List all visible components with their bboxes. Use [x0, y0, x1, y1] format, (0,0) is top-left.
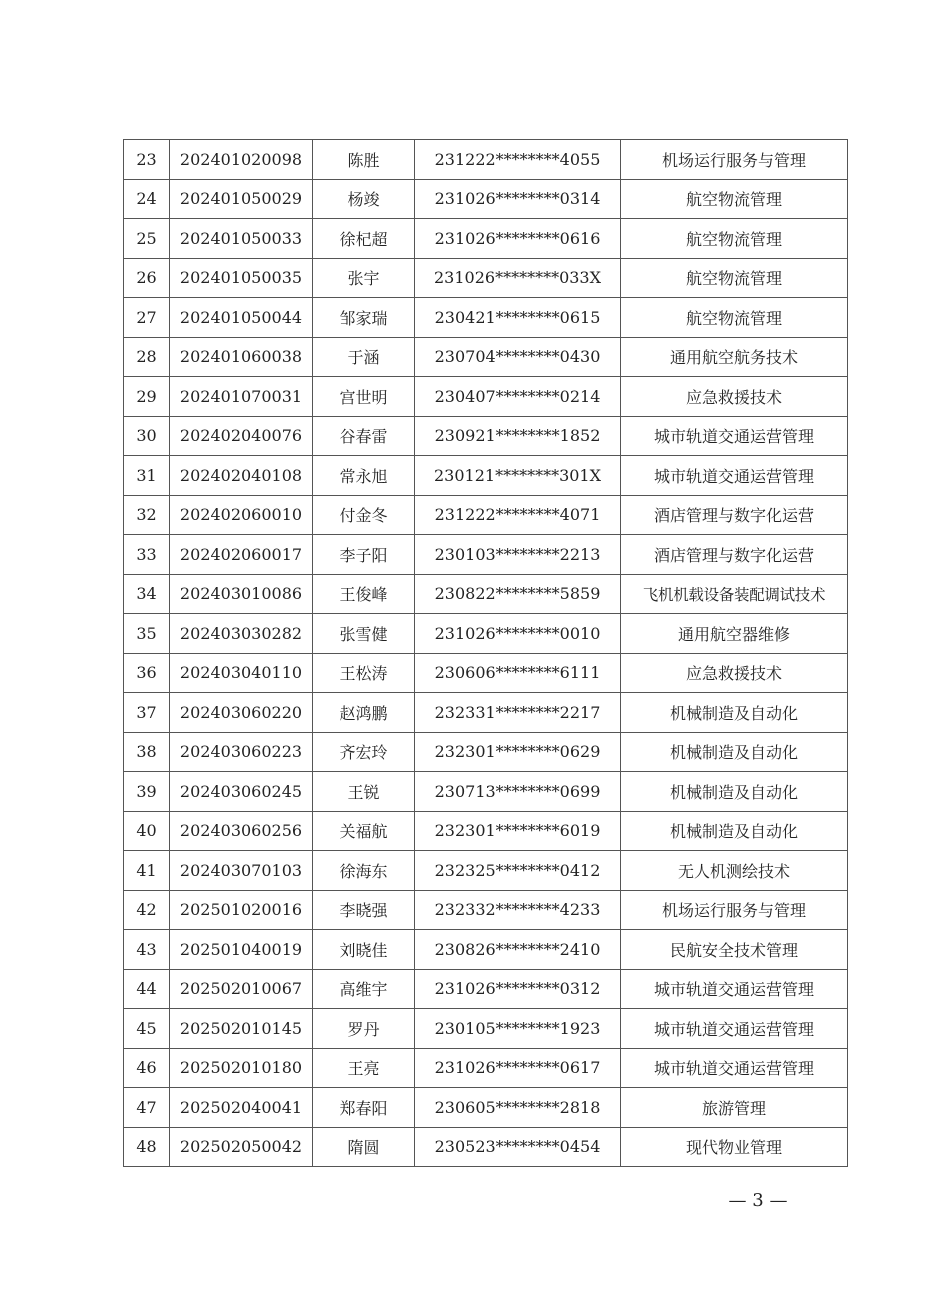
table-row — [124, 930, 848, 970]
id-number-cell: 230121********301X — [415, 456, 621, 496]
major-cell: 城市轨道交通运营管理 — [621, 1048, 848, 1088]
major-cell: 机场运行服务与管理 — [621, 890, 848, 930]
student-name-cell: 齐宏玲 — [313, 732, 415, 772]
id-number-cell: 230605********2818 — [415, 1088, 621, 1128]
row-number-cell: 46 — [124, 1048, 170, 1088]
student-id-cell: 202502040041 — [170, 1088, 313, 1128]
major-cell: 应急救援技术 — [621, 377, 848, 417]
row-number-cell: 39 — [124, 772, 170, 812]
row-number-cell: 35 — [124, 614, 170, 654]
id-number-cell: 231026********0314 — [415, 179, 621, 219]
major-cell: 城市轨道交通运营管理 — [621, 1009, 848, 1049]
major-cell: 酒店管理与数字化运营 — [621, 495, 848, 535]
id-number-cell: 231026********0616 — [415, 219, 621, 259]
id-number-cell: 230921********1852 — [415, 416, 621, 456]
student-id-cell: 202403010086 — [170, 574, 313, 614]
table-row — [124, 614, 848, 654]
id-number-cell: 230407********0214 — [415, 377, 621, 417]
table-row — [124, 574, 848, 614]
row-number-cell: 28 — [124, 337, 170, 377]
row-number-cell: 45 — [124, 1009, 170, 1049]
major-cell: 机械制造及自动化 — [621, 732, 848, 772]
student-name-cell: 李晓强 — [313, 890, 415, 930]
row-number-cell: 44 — [124, 969, 170, 1009]
major-cell: 民航安全技术管理 — [621, 930, 848, 970]
table-row — [124, 969, 848, 1009]
student-name-cell: 杨竣 — [313, 179, 415, 219]
student-id-cell: 202403060223 — [170, 732, 313, 772]
row-number-cell: 24 — [124, 179, 170, 219]
student-name-cell: 王锐 — [313, 772, 415, 812]
id-number-cell: 230105********1923 — [415, 1009, 621, 1049]
id-number-cell: 231026********033X — [415, 258, 621, 298]
table-row — [124, 298, 848, 338]
major-cell: 城市轨道交通运营管理 — [621, 969, 848, 1009]
major-cell: 航空物流管理 — [621, 219, 848, 259]
student-name-cell: 张宇 — [313, 258, 415, 298]
student-name-cell: 罗丹 — [313, 1009, 415, 1049]
row-number-cell: 26 — [124, 258, 170, 298]
student-name-cell: 隋圆 — [313, 1127, 415, 1167]
id-number-cell: 231222********4055 — [415, 140, 621, 180]
student-id-cell: 202401050044 — [170, 298, 313, 338]
row-number-cell: 42 — [124, 890, 170, 930]
id-number-cell: 230822********5859 — [415, 574, 621, 614]
id-number-cell: 232331********2217 — [415, 693, 621, 733]
id-number-cell: 231026********0312 — [415, 969, 621, 1009]
major-cell: 航空物流管理 — [621, 298, 848, 338]
id-number-cell: 231026********0617 — [415, 1048, 621, 1088]
id-number-cell: 232332********4233 — [415, 890, 621, 930]
table-row — [124, 456, 848, 496]
id-number-cell: 231222********4071 — [415, 495, 621, 535]
row-number-cell: 25 — [124, 219, 170, 259]
table-row — [124, 732, 848, 772]
student-roster-table — [123, 139, 848, 1167]
student-name-cell: 徐杞超 — [313, 219, 415, 259]
student-name-cell: 刘晓佳 — [313, 930, 415, 970]
major-cell: 现代物业管理 — [621, 1127, 848, 1167]
table-row — [124, 495, 848, 535]
table-row — [124, 693, 848, 733]
student-name-cell: 张雪健 — [313, 614, 415, 654]
student-name-cell: 李子阳 — [313, 535, 415, 575]
id-number-cell: 230713********0699 — [415, 772, 621, 812]
table-row — [124, 653, 848, 693]
table-row — [124, 416, 848, 456]
major-cell: 航空物流管理 — [621, 258, 848, 298]
student-id-cell: 202402060017 — [170, 535, 313, 575]
student-id-cell: 202502010180 — [170, 1048, 313, 1088]
table-row — [124, 1009, 848, 1049]
table-row — [124, 851, 848, 891]
id-number-cell: 230606********6111 — [415, 653, 621, 693]
student-id-cell: 202401020098 — [170, 140, 313, 180]
student-name-cell: 王亮 — [313, 1048, 415, 1088]
student-id-cell: 202402060010 — [170, 495, 313, 535]
student-id-cell: 202403030282 — [170, 614, 313, 654]
student-name-cell: 王俊峰 — [313, 574, 415, 614]
major-cell: 无人机测绘技术 — [621, 851, 848, 891]
row-number-cell: 29 — [124, 377, 170, 417]
major-cell: 旅游管理 — [621, 1088, 848, 1128]
table-row — [124, 258, 848, 298]
row-number-cell: 40 — [124, 811, 170, 851]
table-row — [124, 219, 848, 259]
major-cell: 机械制造及自动化 — [621, 693, 848, 733]
row-number-cell: 38 — [124, 732, 170, 772]
row-number-cell: 27 — [124, 298, 170, 338]
student-name-cell: 陈胜 — [313, 140, 415, 180]
row-number-cell: 33 — [124, 535, 170, 575]
id-number-cell: 230103********2213 — [415, 535, 621, 575]
row-number-cell: 30 — [124, 416, 170, 456]
student-id-cell: 202403060220 — [170, 693, 313, 733]
student-id-cell: 202401060038 — [170, 337, 313, 377]
student-name-cell: 徐海东 — [313, 851, 415, 891]
table-row — [124, 811, 848, 851]
roster-body — [124, 140, 848, 1167]
row-number-cell: 41 — [124, 851, 170, 891]
row-number-cell: 48 — [124, 1127, 170, 1167]
row-number-cell: 37 — [124, 693, 170, 733]
table-row — [124, 337, 848, 377]
row-number-cell: 23 — [124, 140, 170, 180]
student-id-cell: 202502010145 — [170, 1009, 313, 1049]
table-row — [124, 377, 848, 417]
row-number-cell: 36 — [124, 653, 170, 693]
major-cell: 城市轨道交通运营管理 — [621, 456, 848, 496]
student-id-cell: 202401050029 — [170, 179, 313, 219]
student-id-cell: 202401050033 — [170, 219, 313, 259]
student-id-cell: 202403060256 — [170, 811, 313, 851]
row-number-cell: 43 — [124, 930, 170, 970]
major-cell: 机械制造及自动化 — [621, 811, 848, 851]
major-cell: 应急救援技术 — [621, 653, 848, 693]
id-number-cell: 232301********6019 — [415, 811, 621, 851]
student-name-cell: 高维宇 — [313, 969, 415, 1009]
table-row — [124, 140, 848, 180]
row-number-cell: 47 — [124, 1088, 170, 1128]
major-cell: 机场运行服务与管理 — [621, 140, 848, 180]
student-id-cell: 202502050042 — [170, 1127, 313, 1167]
table-row — [124, 179, 848, 219]
student-id-cell: 202502010067 — [170, 969, 313, 1009]
id-number-cell: 230704********0430 — [415, 337, 621, 377]
major-cell: 城市轨道交通运营管理 — [621, 416, 848, 456]
major-cell: 飞机机载设备装配调试技术 — [621, 574, 848, 614]
table-row — [124, 535, 848, 575]
student-name-cell: 付金冬 — [313, 495, 415, 535]
id-number-cell: 230826********2410 — [415, 930, 621, 970]
student-name-cell: 赵鸿鹏 — [313, 693, 415, 733]
student-name-cell: 谷春雷 — [313, 416, 415, 456]
page-number: — 3 — — [728, 1190, 788, 1211]
student-id-cell: 202501040019 — [170, 930, 313, 970]
id-number-cell: 232325********0412 — [415, 851, 621, 891]
student-name-cell: 常永旭 — [313, 456, 415, 496]
student-id-cell: 202403040110 — [170, 653, 313, 693]
row-number-cell: 32 — [124, 495, 170, 535]
table-row — [124, 1127, 848, 1167]
student-id-cell: 202401070031 — [170, 377, 313, 417]
student-id-cell: 202402040108 — [170, 456, 313, 496]
major-cell: 通用航空器维修 — [621, 614, 848, 654]
table-row — [124, 1048, 848, 1088]
major-cell: 通用航空航务技术 — [621, 337, 848, 377]
student-id-cell: 202403060245 — [170, 772, 313, 812]
student-id-cell: 202403070103 — [170, 851, 313, 891]
student-id-cell: 202501020016 — [170, 890, 313, 930]
student-name-cell: 宫世明 — [313, 377, 415, 417]
id-number-cell: 232301********0629 — [415, 732, 621, 772]
id-number-cell: 230523********0454 — [415, 1127, 621, 1167]
id-number-cell: 230421********0615 — [415, 298, 621, 338]
student-id-cell: 202402040076 — [170, 416, 313, 456]
major-cell: 机械制造及自动化 — [621, 772, 848, 812]
table-row — [124, 890, 848, 930]
id-number-cell: 231026********0010 — [415, 614, 621, 654]
student-id-cell: 202401050035 — [170, 258, 313, 298]
student-name-cell: 郑春阳 — [313, 1088, 415, 1128]
student-name-cell: 王松涛 — [313, 653, 415, 693]
table-row — [124, 772, 848, 812]
student-name-cell: 关福航 — [313, 811, 415, 851]
student-name-cell: 邹家瑞 — [313, 298, 415, 338]
student-name-cell: 于涵 — [313, 337, 415, 377]
major-cell: 航空物流管理 — [621, 179, 848, 219]
row-number-cell: 34 — [124, 574, 170, 614]
table-row — [124, 1088, 848, 1128]
row-number-cell: 31 — [124, 456, 170, 496]
major-cell: 酒店管理与数字化运营 — [621, 535, 848, 575]
